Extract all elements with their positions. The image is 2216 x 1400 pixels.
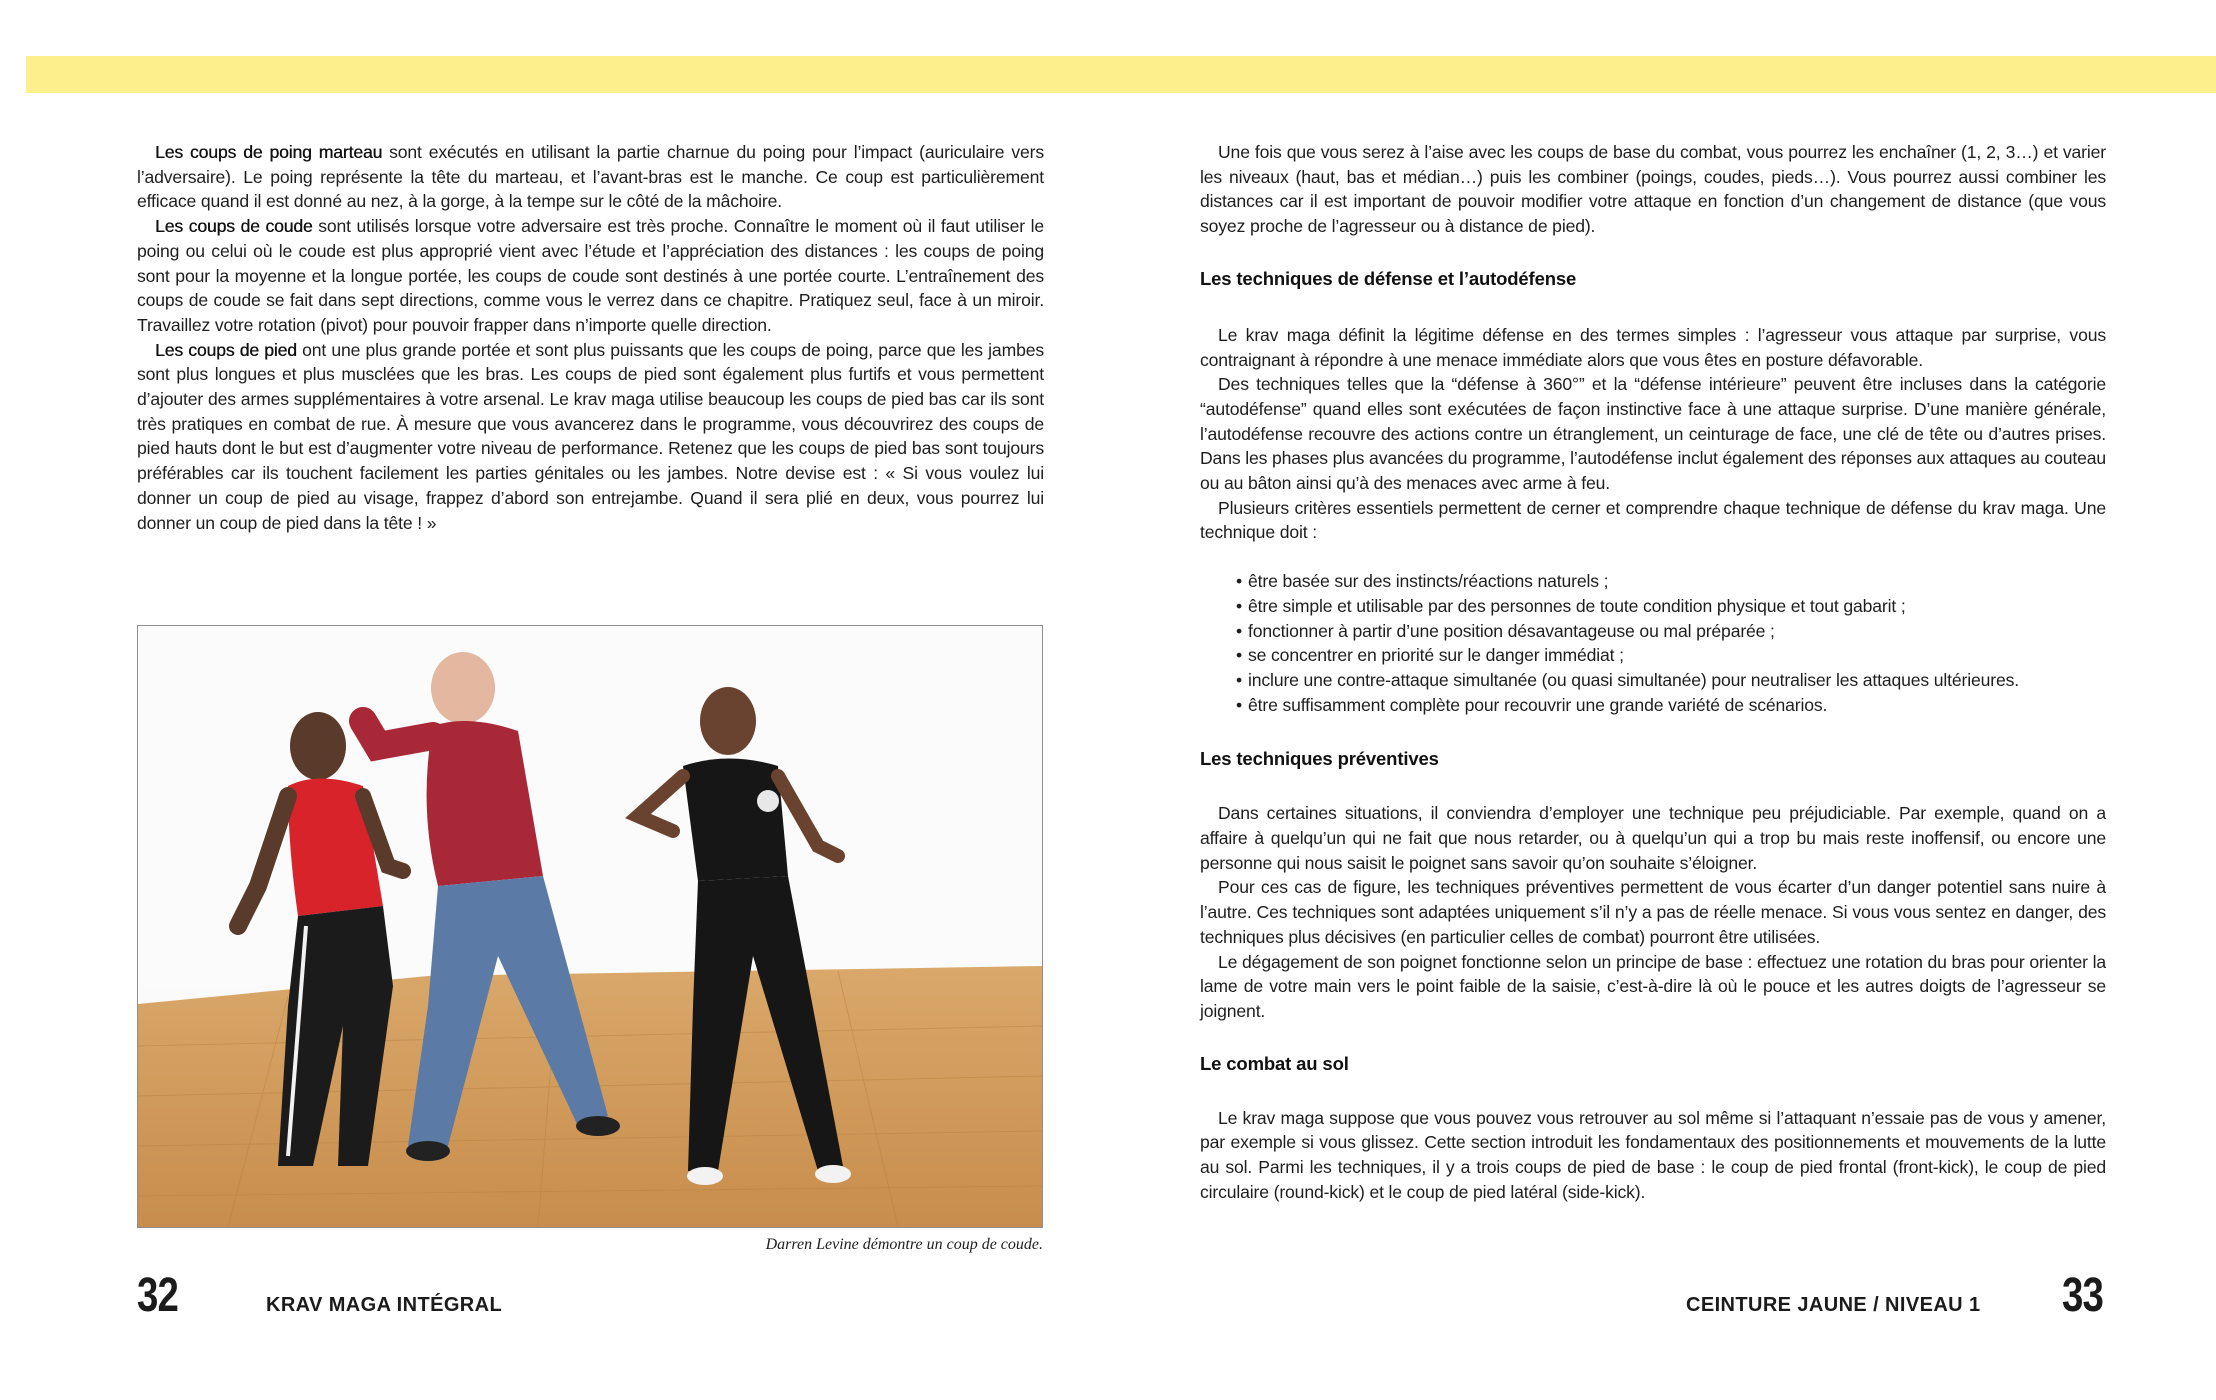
photo-caption: Darren Levine démontre un coup de coude.: [765, 1236, 1043, 1253]
right-page-text: [1200, 140, 2106, 1205]
list-item: • fonctionner à partir d’une position désavantageuse ou mal préparée ;: [1236, 619, 2106, 644]
criteria-list: [1200, 569, 2106, 717]
list-item: • être suffisamment complète pour recouvrir une grande variété de scénarios.: [1236, 693, 2106, 718]
heading-ground-fighting: Le combat au sol: [1200, 1052, 1349, 1074]
photo-illustration: [138, 626, 1042, 1227]
paragraph-intro: Une fois que vous serez à l’aise avec les coups de base du combat, vous pourrez les enchaîner (1, 2, 3…) et varier les niveaux (haut, bas et médian…) puis les combiner (poings, coudes, pieds…). Vous pourrez aussi combiner les distances car il est important de pouvoir modifier votre attaque en fonction d’un changement de distance (que vous soyez proche de l’agresseur ou à distance de pied).: [1200, 142, 2106, 237]
paragraph-kicks: Les coups de pied ont une plus grande portée et sont plus puissants que les coups de poing, parce que les jambes sont plus longues et plus musclées que les bras. Les coups de pied sont également plus furtifs et vous permettent d’ajouter des armes supplémentaires à votre arsenal. Le krav maga utilise beaucoup les coups de pied bas car ils sont très pratiques en combat de rue. À mesure que vous avancerez dans le programme, vous découvrirez des coups de pied hauts dont le but est d’augmenter votre niveau de performance. Retenez que les coups de pied bas sont toujours préférables car ils touchent facilement les parties génitales ou les jambes. Notre devise est : « Si vous voulez lui donner un coup de pied au visage, frappez d’abord son entrejambe. Quand il sera plié en deux, vous pourrez lui donner un coup de pied dans la tête ! »: [137, 339, 1044, 533]
paragraph: Pour ces cas de figure, les techniques préventives permettent de vous écarter d’un danger potentiel sans nuire à l’autre. Ces techniques sont adaptées uniquement s’il n’y a pas de réelle menace. Si vous vous sentez en danger, des techniques plus décisives (en particulier celles de combat) pourront être utilisées.: [1200, 877, 2106, 947]
heading-defense-techniques: Les techniques de défense et l’autodéfense: [1200, 267, 1577, 289]
photo-elbow-strike-demo: [137, 625, 1043, 1228]
paragraph: Le krav maga suppose que vous pouvez vous retrouver au sol même si l’attaquant n’essaie pas de vous y amener, par exemple si vous glissez. Cette section introduit les fondamentaux des positionnements et mouvements de la lutte au sol. Parmi les techniques, il y a trois coups de pied de base : le coup de pied frontal (front-kick), le coup de pied circulaire (round-kick) et le coup de pied latéral (side-kick).: [1200, 1107, 2106, 1202]
paragraph: Des techniques telles que la “défense à 360°” et la “défense intérieure” peuvent être incluses dans la catégorie “autodéfense” quand elles sont exécutées de façon instinctive face à une attaque surprise. D’une manière générale, l’autodéfense recouvre des actions contre un étranglement, un ceinturage de face, une clé de tête ou d’autres prises. Dans les phases plus avancées du programme, l’autodéfense inclut également des réponses aux attaques au couteau ou au bâton ainsi qu’à des menaces avec arme à feu.: [1200, 374, 2106, 494]
list-item: • inclure une contre-attaque simultanée (ou quasi simultanée) pour neutraliser les attaques ultérieures.: [1236, 668, 2106, 693]
list-item: • être simple et utilisable par des personnes de toute condition physique et tout gabarit ;: [1236, 594, 2106, 619]
paragraph-elbow-strikes: Les coups de coude sont utilisés lorsque votre adversaire est très proche. Connaître le moment où il faut utiliser le poing ou celui où le coude est plus approprié vient avec l’étude et l’appréciation des distances : les coups de poing sont pour la moyenne et la longue portée, les coups de coude sont destinés à une portée courte. L’entraînement des coups de coude se fait dans sept directions, comme vous le verrez dans ce chapitre. Pratiquez seul, face à un miroir. Travaillez votre rotation (pivot) pour pouvoir frapper dans n’importe quelle direction.: [137, 216, 1044, 335]
paragraph: Le krav maga définit la légitime défense en des termes simples : l’agresseur vous attaque par surprise, vous contraignant à répondre à une menace immédiate alors que vous êtes en posture défavorable.: [1200, 324, 2106, 370]
list-item: • se concentrer en priorité sur le danger immédiat ;: [1236, 643, 2106, 668]
paragraph-hammer-fist: Les coups de poing marteau sont exécutés en utilisant la partie charnue du poing pour l’impact (auriculaire vers l’adversaire). Le poing représente la tête du marteau, et l’avant-bras est le manche. Ce coup est particulièrement efficace quand il est donné au nez, à la gorge, à la tempe sur le côté de la mâchoire.: [137, 142, 1044, 212]
right-running-title: CEINTURE JAUNE / NIVEAU 1: [1686, 1294, 1981, 1316]
paragraph: Dans certaines situations, il conviendra d’employer une technique peu préjudiciable. Par exemple, quand on a affaire à quelqu’un qui ne fait que nous retarder, ou à quelqu’un qui a trop bu mais reste inoffensif, ou encore une personne qui nous saisit le poignet sans savoir qu’on souhaite s’éloigner.: [1200, 803, 2106, 873]
right-page-number: 33: [2062, 1269, 2104, 1322]
lead-term: Les coups de pied: [155, 339, 297, 360]
left-page-number: 32: [137, 1269, 179, 1322]
left-page-text: [137, 140, 1044, 535]
header-band: [26, 56, 2216, 93]
left-running-title: KRAV MAGA INTÉGRAL: [266, 1294, 503, 1316]
lead-term: Les coups de coude: [155, 216, 313, 237]
paragraph: Le dégagement de son poignet fonctionne selon un principe de base : effectuez une rotation du bras pour orienter la lame de votre main vers le point faible de la saisie, c’est-à-dire là où le pouce et les autres doigts de l’agresseur se joignent.: [1200, 951, 2106, 1021]
lead-term: Les coups de poing marteau: [155, 142, 383, 162]
heading-preventive-techniques: Les techniques préventives: [1200, 748, 1439, 770]
paragraph: Plusieurs critères essentiels permettent de cerner et comprendre chaque technique de défense du krav maga. Une technique doit :: [1200, 497, 2106, 543]
list-item: • être basée sur des instincts/réactions naturels ;: [1236, 569, 2106, 594]
